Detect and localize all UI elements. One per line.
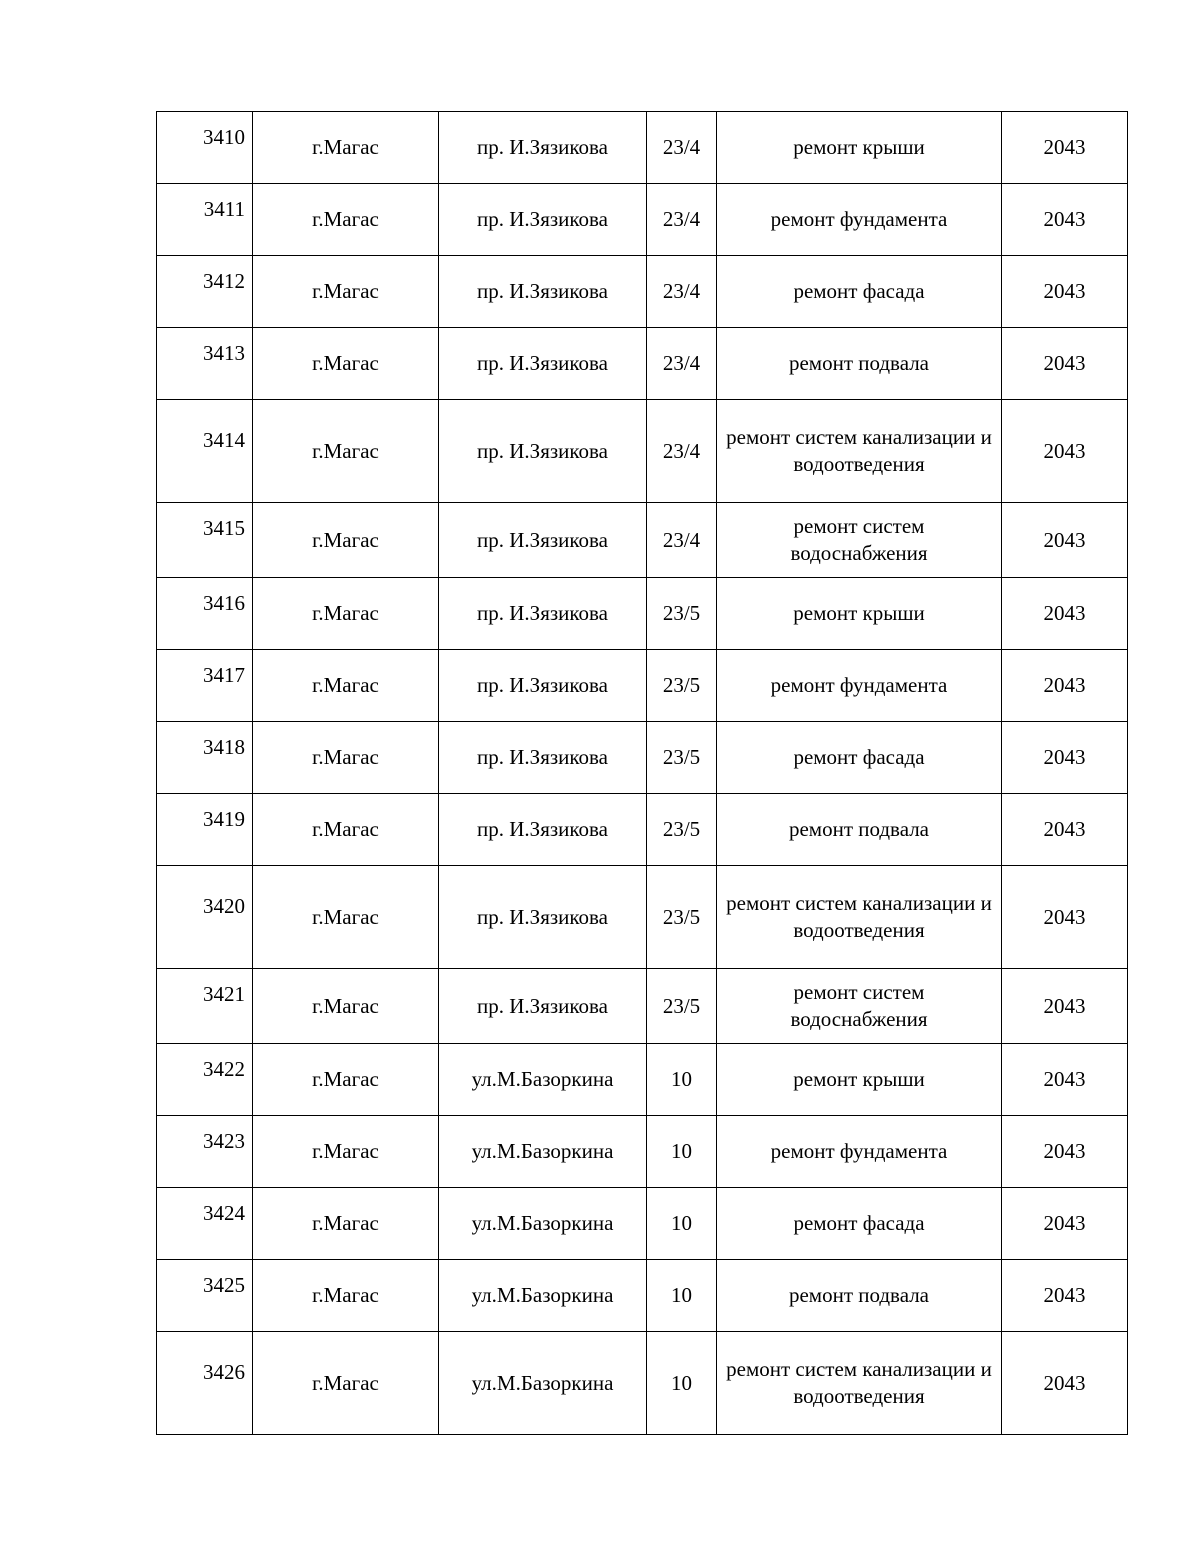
city-cell: г.Магас	[253, 866, 439, 969]
year-cell: 2043	[1002, 722, 1128, 794]
year-cell: 2043	[1002, 1332, 1128, 1435]
work-type-cell: ремонт фасада	[717, 1188, 1002, 1260]
table-row	[157, 1116, 1128, 1188]
row-number: 3417	[157, 650, 253, 722]
house-cell: 10	[647, 1260, 717, 1332]
house-cell: 23/5	[647, 578, 717, 650]
row-number: 3419	[157, 794, 253, 866]
city-cell: г.Магас	[253, 650, 439, 722]
work-type-cell: ремонт фундамента	[717, 184, 1002, 256]
house-cell: 23/5	[647, 722, 717, 794]
row-number: 3415	[157, 503, 253, 578]
house-cell: 23/5	[647, 650, 717, 722]
house-cell: 10	[647, 1116, 717, 1188]
year-cell: 2043	[1002, 1260, 1128, 1332]
year-cell: 2043	[1002, 866, 1128, 969]
row-number: 3426	[157, 1332, 253, 1435]
work-type-cell: ремонт фасада	[717, 256, 1002, 328]
city-cell: г.Магас	[253, 400, 439, 503]
row-number: 3420	[157, 866, 253, 969]
street-cell: пр. И.Зязикова	[439, 112, 647, 184]
table-row	[157, 256, 1128, 328]
table-row	[157, 578, 1128, 650]
city-cell: г.Магас	[253, 578, 439, 650]
house-cell: 23/5	[647, 969, 717, 1044]
work-type-cell: ремонт фасада	[717, 722, 1002, 794]
table-row	[157, 866, 1128, 969]
work-type-cell: ремонт фундамента	[717, 650, 1002, 722]
house-cell: 23/4	[647, 112, 717, 184]
house-cell: 23/4	[647, 400, 717, 503]
city-cell: г.Магас	[253, 1332, 439, 1435]
table-row	[157, 1188, 1128, 1260]
table-row	[157, 400, 1128, 503]
row-number: 3424	[157, 1188, 253, 1260]
work-type-cell: ремонт крыши	[717, 578, 1002, 650]
street-cell: ул.М.Базоркина	[439, 1116, 647, 1188]
year-cell: 2043	[1002, 969, 1128, 1044]
work-type-cell: ремонт крыши	[717, 1044, 1002, 1116]
city-cell: г.Магас	[253, 722, 439, 794]
year-cell: 2043	[1002, 1116, 1128, 1188]
work-type-cell: ремонт систем водоснабжения	[717, 969, 1002, 1044]
city-cell: г.Магас	[253, 1188, 439, 1260]
year-cell: 2043	[1002, 184, 1128, 256]
street-cell: пр. И.Зязикова	[439, 722, 647, 794]
table-row	[157, 722, 1128, 794]
table-row	[157, 969, 1128, 1044]
table-row	[157, 1260, 1128, 1332]
table-row	[157, 1044, 1128, 1116]
city-cell: г.Магас	[253, 1044, 439, 1116]
street-cell: пр. И.Зязикова	[439, 578, 647, 650]
city-cell: г.Магас	[253, 184, 439, 256]
street-cell: пр. И.Зязикова	[439, 328, 647, 400]
year-cell: 2043	[1002, 578, 1128, 650]
table-row	[157, 328, 1128, 400]
table-row	[157, 1332, 1128, 1435]
row-number: 3421	[157, 969, 253, 1044]
street-cell: пр. И.Зязикова	[439, 866, 647, 969]
house-cell: 10	[647, 1188, 717, 1260]
house-cell: 23/4	[647, 328, 717, 400]
street-cell: пр. И.Зязикова	[439, 184, 647, 256]
street-cell: пр. И.Зязикова	[439, 400, 647, 503]
row-number: 3412	[157, 256, 253, 328]
work-type-cell: ремонт подвала	[717, 1260, 1002, 1332]
row-number: 3423	[157, 1116, 253, 1188]
house-cell: 23/5	[647, 794, 717, 866]
row-number: 3411	[157, 184, 253, 256]
year-cell: 2043	[1002, 1188, 1128, 1260]
city-cell: г.Магас	[253, 112, 439, 184]
city-cell: г.Магас	[253, 1260, 439, 1332]
street-cell: пр. И.Зязикова	[439, 650, 647, 722]
street-cell: ул.М.Базоркина	[439, 1260, 647, 1332]
house-cell: 23/4	[647, 256, 717, 328]
street-cell: пр. И.Зязикова	[439, 969, 647, 1044]
house-cell: 23/5	[647, 866, 717, 969]
row-number: 3425	[157, 1260, 253, 1332]
street-cell: пр. И.Зязикова	[439, 794, 647, 866]
year-cell: 2043	[1002, 256, 1128, 328]
work-type-cell: ремонт систем канализации и водоотведения	[717, 1332, 1002, 1435]
year-cell: 2043	[1002, 794, 1128, 866]
city-cell: г.Магас	[253, 503, 439, 578]
row-number: 3416	[157, 578, 253, 650]
house-cell: 10	[647, 1332, 717, 1435]
row-number: 3414	[157, 400, 253, 503]
street-cell: ул.М.Базоркина	[439, 1188, 647, 1260]
house-cell: 23/4	[647, 503, 717, 578]
house-cell: 10	[647, 1044, 717, 1116]
work-type-cell: ремонт крыши	[717, 112, 1002, 184]
year-cell: 2043	[1002, 503, 1128, 578]
repair-schedule-table	[156, 111, 1128, 1435]
city-cell: г.Магас	[253, 794, 439, 866]
city-cell: г.Магас	[253, 1116, 439, 1188]
table-row	[157, 503, 1128, 578]
work-type-cell: ремонт подвала	[717, 794, 1002, 866]
work-type-cell: ремонт систем канализации и водоотведения	[717, 866, 1002, 969]
year-cell: 2043	[1002, 328, 1128, 400]
house-cell: 23/4	[647, 184, 717, 256]
table-row	[157, 794, 1128, 866]
row-number: 3422	[157, 1044, 253, 1116]
city-cell: г.Магас	[253, 328, 439, 400]
row-number: 3413	[157, 328, 253, 400]
work-type-cell: ремонт систем канализации и водоотведения	[717, 400, 1002, 503]
row-number: 3418	[157, 722, 253, 794]
table-row	[157, 112, 1128, 184]
city-cell: г.Магас	[253, 969, 439, 1044]
table-row	[157, 650, 1128, 722]
street-cell: ул.М.Базоркина	[439, 1332, 647, 1435]
year-cell: 2043	[1002, 1044, 1128, 1116]
city-cell: г.Магас	[253, 256, 439, 328]
year-cell: 2043	[1002, 112, 1128, 184]
row-number: 3410	[157, 112, 253, 184]
street-cell: ул.М.Базоркина	[439, 1044, 647, 1116]
street-cell: пр. И.Зязикова	[439, 503, 647, 578]
year-cell: 2043	[1002, 650, 1128, 722]
street-cell: пр. И.Зязикова	[439, 256, 647, 328]
table-row	[157, 184, 1128, 256]
year-cell: 2043	[1002, 400, 1128, 503]
work-type-cell: ремонт систем водоснабжения	[717, 503, 1002, 578]
work-type-cell: ремонт фундамента	[717, 1116, 1002, 1188]
work-type-cell: ремонт подвала	[717, 328, 1002, 400]
